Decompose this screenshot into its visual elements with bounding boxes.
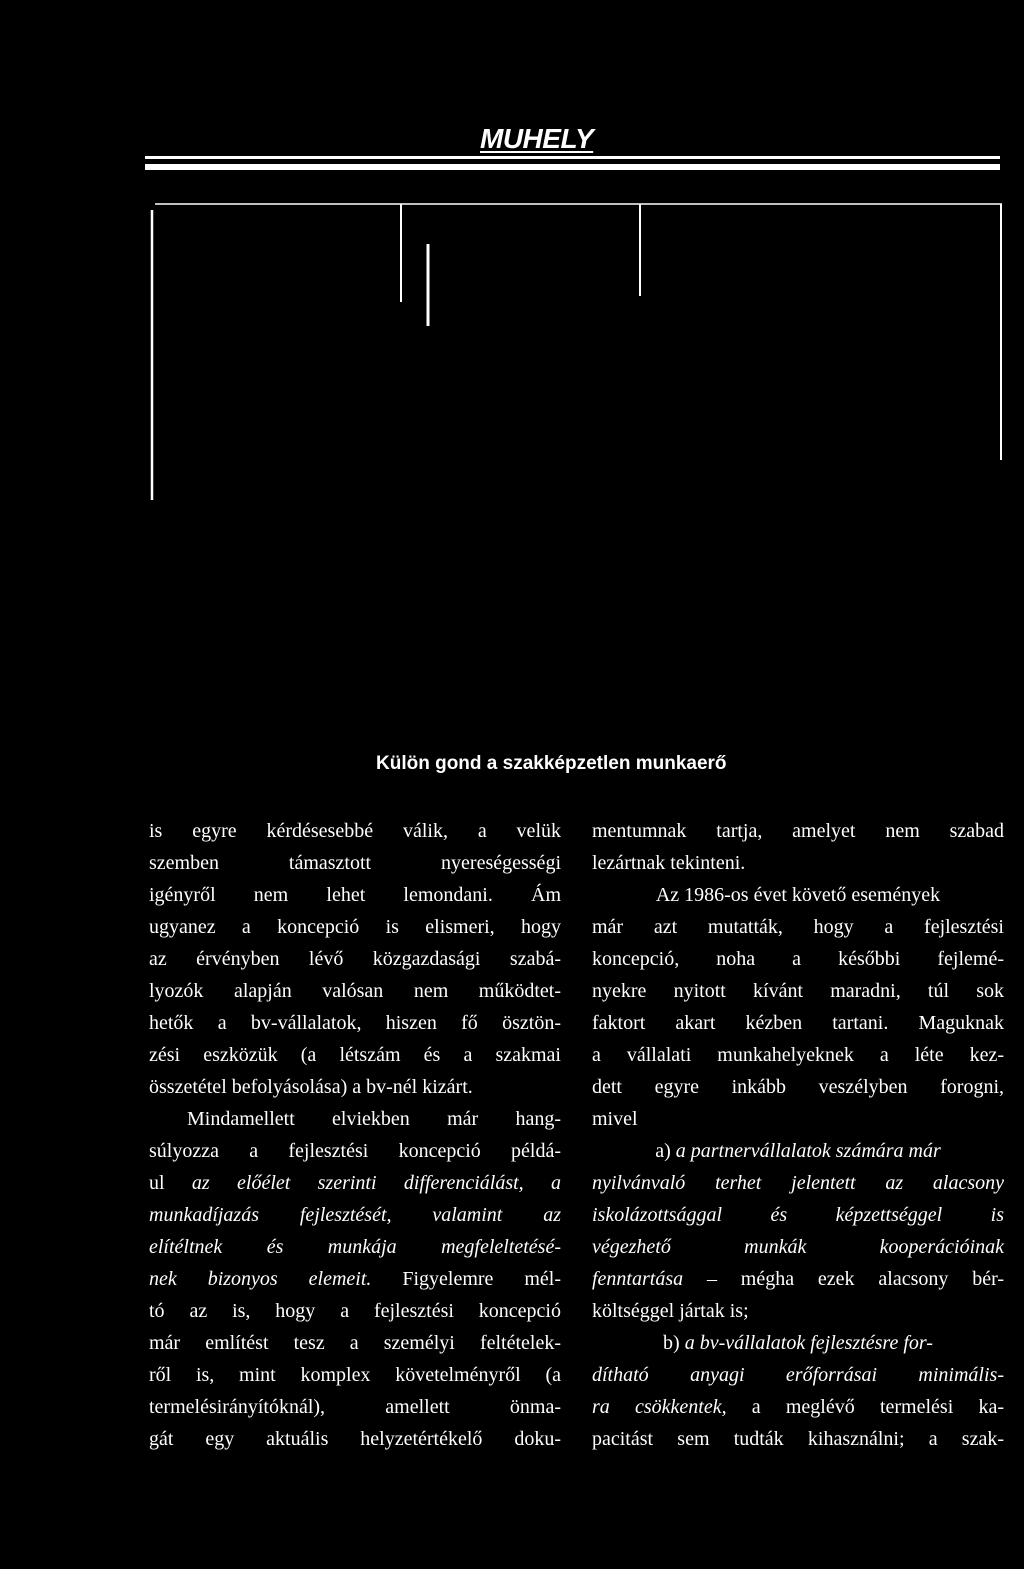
text-run: Mindamellett elviekben már hang- bbox=[187, 1108, 561, 1130]
text-run: lyozók alapján valósan nem működtet- bbox=[149, 980, 561, 1002]
text-run: zési eszközük (a létszám és a szakmai bbox=[149, 1044, 561, 1066]
italic-run: iskolázottsággal és képzettséggel is bbox=[592, 1204, 1004, 1226]
text-line bbox=[592, 1327, 1004, 1359]
article-column-left bbox=[149, 815, 561, 1455]
text-line bbox=[592, 1231, 1004, 1263]
italic-run: fenntartása bbox=[592, 1268, 684, 1290]
text-line bbox=[592, 1167, 1004, 1199]
text-line bbox=[149, 1103, 561, 1135]
text-line bbox=[592, 911, 1004, 943]
text-line bbox=[149, 1231, 561, 1263]
text-run: igényről nem lehet lemondani. Ám bbox=[149, 884, 561, 906]
text-line bbox=[149, 815, 561, 847]
text-run: gát egy aktuális helyzetértékelő doku- bbox=[149, 1428, 561, 1450]
photo bbox=[0, 0, 1024, 720]
text-run: a) bbox=[655, 1140, 676, 1162]
text-line bbox=[149, 1007, 561, 1039]
text-line bbox=[149, 847, 561, 879]
text-run: Figyelemre mél- bbox=[371, 1268, 562, 1290]
text-run: az érvényben lévő közgazdasági szabá- bbox=[149, 948, 561, 970]
text-run: termelésirányítóknál), amellett önma- bbox=[149, 1396, 561, 1418]
text-line bbox=[592, 1359, 1004, 1391]
text-run: mivel bbox=[592, 1108, 638, 1130]
text-run: tó az is, hogy a fejlesztési koncepció bbox=[149, 1300, 561, 1322]
text-line bbox=[592, 879, 1004, 911]
italic-run: végezhető munkák kooperációinak bbox=[592, 1236, 1004, 1258]
text-line bbox=[149, 1199, 561, 1231]
text-run: költséggel jártak is; bbox=[592, 1300, 749, 1322]
text-line bbox=[592, 943, 1004, 975]
text-run: a vállalati munkahelyeknek a léte kez- bbox=[592, 1044, 1004, 1066]
text-run: pacitást sem tudták kihasználni; a szak- bbox=[592, 1428, 1004, 1450]
text-run: ről is, mint komplex követelményről (a bbox=[149, 1364, 561, 1386]
text-line bbox=[149, 1263, 561, 1295]
italic-run: nyilvánvaló terhet jelentett az alacsony bbox=[592, 1172, 1004, 1194]
text-line bbox=[592, 1039, 1004, 1071]
italic-run: nek bizonyos elemeit. bbox=[149, 1268, 372, 1290]
article-column-right bbox=[592, 815, 1004, 1455]
text-line bbox=[149, 975, 561, 1007]
text-run: lezártnak tekinteni. bbox=[592, 852, 746, 874]
text-line bbox=[592, 1007, 1004, 1039]
italic-run: munkadíjazás fejlesztését, valamint az bbox=[149, 1204, 561, 1226]
text-line bbox=[149, 879, 561, 911]
text-run: ugyanez a koncepció is elismeri, hogy bbox=[149, 916, 561, 938]
text-line bbox=[149, 1071, 561, 1103]
text-run: mentumnak tartja, amelyet nem szabad bbox=[592, 820, 1004, 842]
text-line bbox=[592, 847, 1004, 879]
text-run: is egyre kérdésesebbé válik, a velük bbox=[149, 820, 561, 842]
text-run: súlyozza a fejlesztési koncepció példá- bbox=[149, 1140, 561, 1162]
text-line bbox=[592, 975, 1004, 1007]
italic-run: az előélet szerinti differenciálást, a bbox=[191, 1172, 561, 1194]
text-run: szemben támasztott nyereségességi bbox=[149, 852, 561, 874]
photo-structure-lines bbox=[152, 204, 1002, 500]
text-run: koncepció, noha a későbbi fejlemé- bbox=[592, 948, 1004, 970]
text-line bbox=[149, 943, 561, 975]
italic-run: a bv-vállalatok fejlesztésre for- bbox=[684, 1332, 933, 1354]
text-line bbox=[592, 1295, 1004, 1327]
italic-run: a partnervállalatok számára már bbox=[675, 1140, 941, 1162]
text-line bbox=[149, 1039, 561, 1071]
text-line bbox=[592, 1199, 1004, 1231]
text-line bbox=[592, 1423, 1004, 1455]
italic-run: dítható anyagi erőforrásai minimális- bbox=[592, 1364, 1004, 1386]
section-title: MUHELY bbox=[480, 123, 594, 154]
text-line bbox=[149, 1327, 561, 1359]
text-run: b) bbox=[663, 1332, 685, 1354]
text-run: hetők a bv-vállalatok, hiszen fő ösztön- bbox=[149, 1012, 561, 1034]
italic-run: elítéltnek és munkája megfeleltetésé- bbox=[149, 1236, 561, 1258]
text-run: faktort akart kézben tartani. Maguknak bbox=[592, 1012, 1004, 1034]
text-run: a meglévő termelési ka- bbox=[726, 1396, 1004, 1418]
text-line bbox=[592, 1071, 1004, 1103]
text-run: összetétel befolyásolása) a bv-nél kizárt. bbox=[149, 1076, 473, 1098]
text-line bbox=[592, 1391, 1004, 1423]
photo-caption: Külön gond a szakképzetlen munkaerő bbox=[376, 753, 727, 774]
text-line bbox=[149, 1167, 561, 1199]
text-run: nyekre nyitott kívánt maradni, túl sok bbox=[592, 980, 1004, 1002]
text-line bbox=[592, 1263, 1004, 1295]
text-line bbox=[149, 1135, 561, 1167]
text-line bbox=[149, 911, 561, 943]
text-line bbox=[149, 1295, 561, 1327]
text-line bbox=[592, 1135, 1004, 1167]
text-run: már azt mutatták, hogy a fejlesztési bbox=[592, 916, 1004, 938]
text-line bbox=[149, 1359, 561, 1391]
text-run: – mégha ezek alacsony bér- bbox=[683, 1268, 1004, 1290]
text-run: már említést tesz a személyi feltételek- bbox=[149, 1332, 561, 1354]
text-line bbox=[592, 1103, 1004, 1135]
text-line bbox=[592, 815, 1004, 847]
text-line bbox=[149, 1423, 561, 1455]
italic-run: ra csökkentek, bbox=[592, 1396, 727, 1418]
text-run: ul bbox=[149, 1172, 192, 1194]
text-run: dett egyre inkább veszélyben forogni, bbox=[592, 1076, 1004, 1098]
text-run: Az 1986-os évet követő események bbox=[655, 884, 941, 906]
text-line bbox=[149, 1391, 561, 1423]
